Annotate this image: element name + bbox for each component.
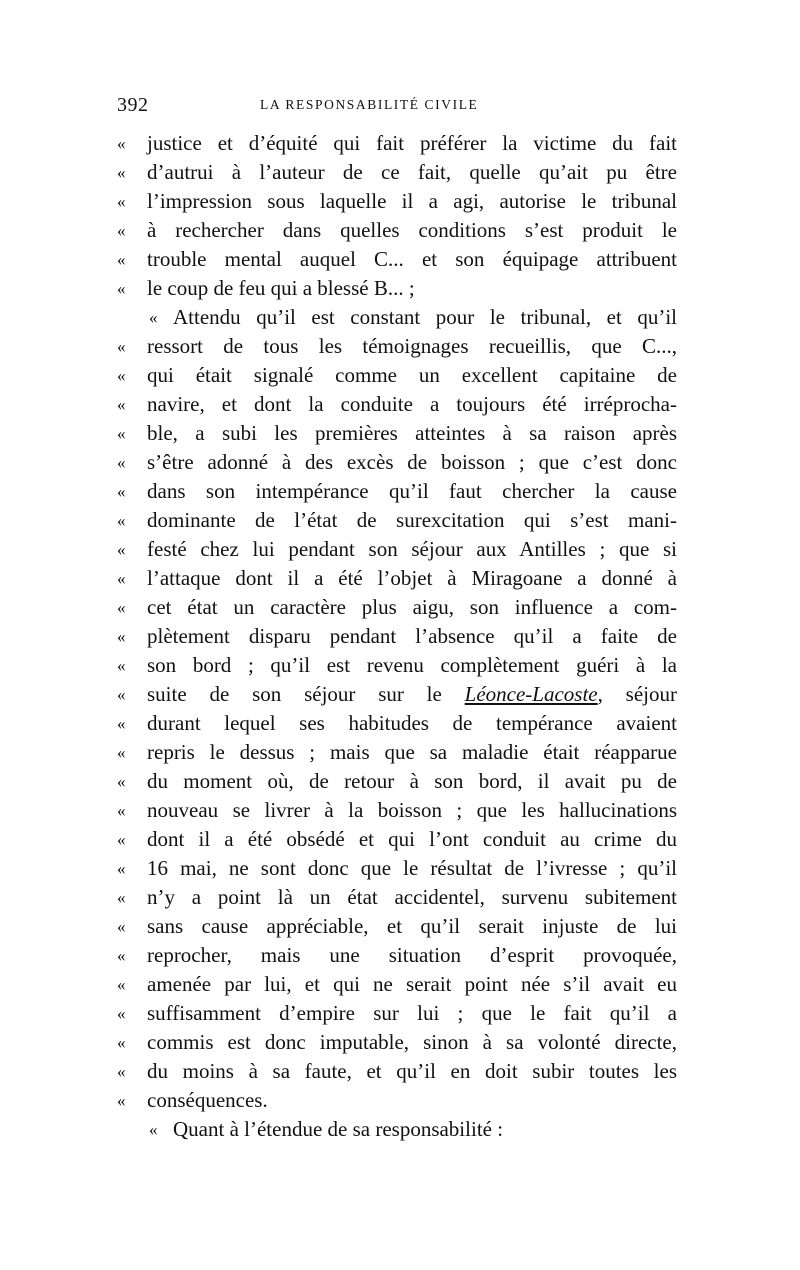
text-line	[117, 506, 677, 535]
line-text: suffisamment d’empire sur lui ; que le fait qu’il a	[147, 1001, 677, 1025]
text-line	[117, 680, 677, 709]
text-line	[117, 709, 677, 738]
quote-mark: «	[117, 1004, 126, 1023]
line-text: l’attaque dont il a été l’objet à Miragoane a donné à	[147, 566, 677, 590]
line-text-before: suite de son séjour sur le	[147, 682, 465, 706]
text-line	[117, 825, 677, 854]
text-line	[117, 477, 677, 506]
quote-mark: «	[117, 627, 126, 646]
line-text: sans cause appréciable, et qu’il serait injuste de lui	[147, 914, 677, 938]
page-header	[117, 94, 677, 118]
quote-mark: «	[149, 308, 158, 327]
line-text: amenée par lui, et qui ne serait point née s’il avait eu	[147, 972, 677, 996]
quote-mark: «	[117, 975, 126, 994]
quote-mark: «	[117, 888, 126, 907]
line-text: le coup de feu qui a blessé B... ;	[147, 276, 415, 300]
line-text: festé chez lui pendant son séjour aux Antilles ; que si	[147, 537, 677, 561]
quote-mark: «	[117, 1062, 126, 1081]
line-text: cet état un caractère plus aigu, son influence a com-	[147, 595, 677, 619]
quote-mark: «	[117, 1033, 126, 1052]
quote-mark: «	[117, 569, 126, 588]
line-text: du moment où, de retour à son bord, il avait pu de	[147, 769, 677, 793]
text-line	[117, 854, 677, 883]
body-text	[117, 129, 677, 1144]
quote-mark: «	[117, 221, 126, 240]
running-head: LA RESPONSABILITÉ CIVILE	[260, 97, 479, 112]
line-text: ble, a subi les premières atteintes à sa raison après	[147, 421, 677, 445]
text-line	[117, 651, 677, 680]
text-line	[117, 187, 677, 216]
text-line	[117, 390, 677, 419]
text-line	[117, 622, 677, 651]
quote-mark: «	[117, 366, 126, 385]
text-line	[117, 1115, 677, 1144]
quote-mark: «	[117, 540, 126, 559]
line-text	[147, 680, 677, 709]
quote-mark: «	[117, 714, 126, 733]
quote-mark: «	[117, 511, 126, 530]
quote-mark: «	[117, 598, 126, 617]
quote-mark: «	[117, 917, 126, 936]
quote-mark: «	[117, 859, 126, 878]
quote-mark: «	[117, 743, 126, 762]
text-line	[117, 332, 677, 361]
line-text: Quant à l’étendue de sa responsabilité :	[173, 1117, 504, 1141]
line-text: trouble mental auquel C... et son équipage attribuent	[147, 247, 677, 271]
quote-mark: «	[117, 453, 126, 472]
quote-mark: «	[117, 279, 126, 298]
quote-mark: «	[117, 250, 126, 269]
text-line	[117, 245, 677, 274]
text-line	[117, 564, 677, 593]
quote-mark: «	[117, 801, 126, 820]
text-line	[117, 419, 677, 448]
line-text: plètement disparu pendant l’absence qu’il a faite de	[147, 624, 677, 648]
line-text: qui était signalé comme un excellent capitaine de	[147, 363, 677, 387]
line-text: commis est donc imputable, sinon à sa volonté directe,	[147, 1030, 677, 1054]
line-text: conséquences.	[147, 1088, 268, 1112]
text-line	[117, 1028, 677, 1057]
text-line	[117, 738, 677, 767]
quote-mark: «	[117, 482, 126, 501]
line-text: dans son intempérance qu’il faut chercher la cause	[147, 479, 677, 503]
line-text: ressort de tous les témoignages recueillis, que C...,	[147, 334, 677, 358]
line-text: dont il a été obsédé et qui l’ont conduit au crime du	[147, 827, 677, 851]
quote-mark: «	[117, 656, 126, 675]
line-text: navire, et dont la conduite a toujours été irréprocha-	[147, 392, 677, 416]
quote-mark: «	[117, 685, 126, 704]
line-text: d’autrui à l’auteur de ce fait, quelle qu’ait pu être	[147, 160, 677, 184]
quote-mark: «	[117, 395, 126, 414]
line-text: 16 mai, ne sont donc que le résultat de l’ivresse ; qu’il	[147, 856, 677, 880]
quote-mark: «	[117, 424, 126, 443]
text-line	[117, 448, 677, 477]
line-text: dominante de l’état de surexcitation qui s’est mani-	[147, 508, 677, 532]
text-line	[117, 593, 677, 622]
line-text: du moins à sa faute, et qu’il en doit subir toutes les	[147, 1059, 677, 1083]
text-line	[117, 912, 677, 941]
text-line	[117, 970, 677, 999]
text-line	[117, 767, 677, 796]
quote-mark: «	[117, 337, 126, 356]
text-line	[117, 274, 677, 303]
text-line	[117, 129, 677, 158]
text-line	[117, 535, 677, 564]
text-line	[117, 158, 677, 187]
line-text: durant lequel ses habitudes de tempérance avaient	[147, 711, 677, 735]
text-line	[117, 941, 677, 970]
text-line	[117, 1086, 677, 1115]
text-line	[117, 303, 677, 332]
line-text: Attendu qu’il est constant pour le tribunal, et qu’il	[173, 305, 677, 329]
quote-mark: «	[117, 946, 126, 965]
line-text: son bord ; qu’il est revenu complètement guéri à la	[147, 653, 677, 677]
page-number: 392	[117, 94, 149, 116]
quote-mark: «	[117, 163, 126, 182]
text-line	[117, 361, 677, 390]
line-text: l’impression sous laquelle il a agi, autorise le tribunal	[147, 189, 677, 213]
line-text: repris le dessus ; mais que sa maladie était réapparue	[147, 740, 677, 764]
line-text: nouveau se livrer à la boisson ; que les hallucinations	[147, 798, 677, 822]
line-text: à rechercher dans quelles conditions s’est produit le	[147, 218, 677, 242]
text-line	[117, 883, 677, 912]
text-line	[117, 1057, 677, 1086]
line-text: justice et d’équité qui fait préférer la victime du fait	[147, 131, 677, 155]
quote-mark: «	[117, 830, 126, 849]
text-line	[117, 999, 677, 1028]
quote-mark: «	[117, 772, 126, 791]
line-text: n’y a point là un état accidentel, survenu subitement	[147, 885, 677, 909]
line-text-after: , séjour	[597, 682, 678, 706]
quote-mark: «	[117, 192, 126, 211]
text-line	[117, 796, 677, 825]
line-text: reprocher, mais une situation d’esprit provoquée,	[147, 943, 677, 967]
text-line	[117, 216, 677, 245]
quote-mark: «	[117, 134, 126, 153]
ship-name: Léonce-Lacoste	[464, 682, 598, 706]
line-text: s’être adonné à des excès de boisson ; que c’est donc	[147, 450, 677, 474]
quote-mark: «	[149, 1120, 158, 1139]
quote-mark: «	[117, 1091, 126, 1110]
